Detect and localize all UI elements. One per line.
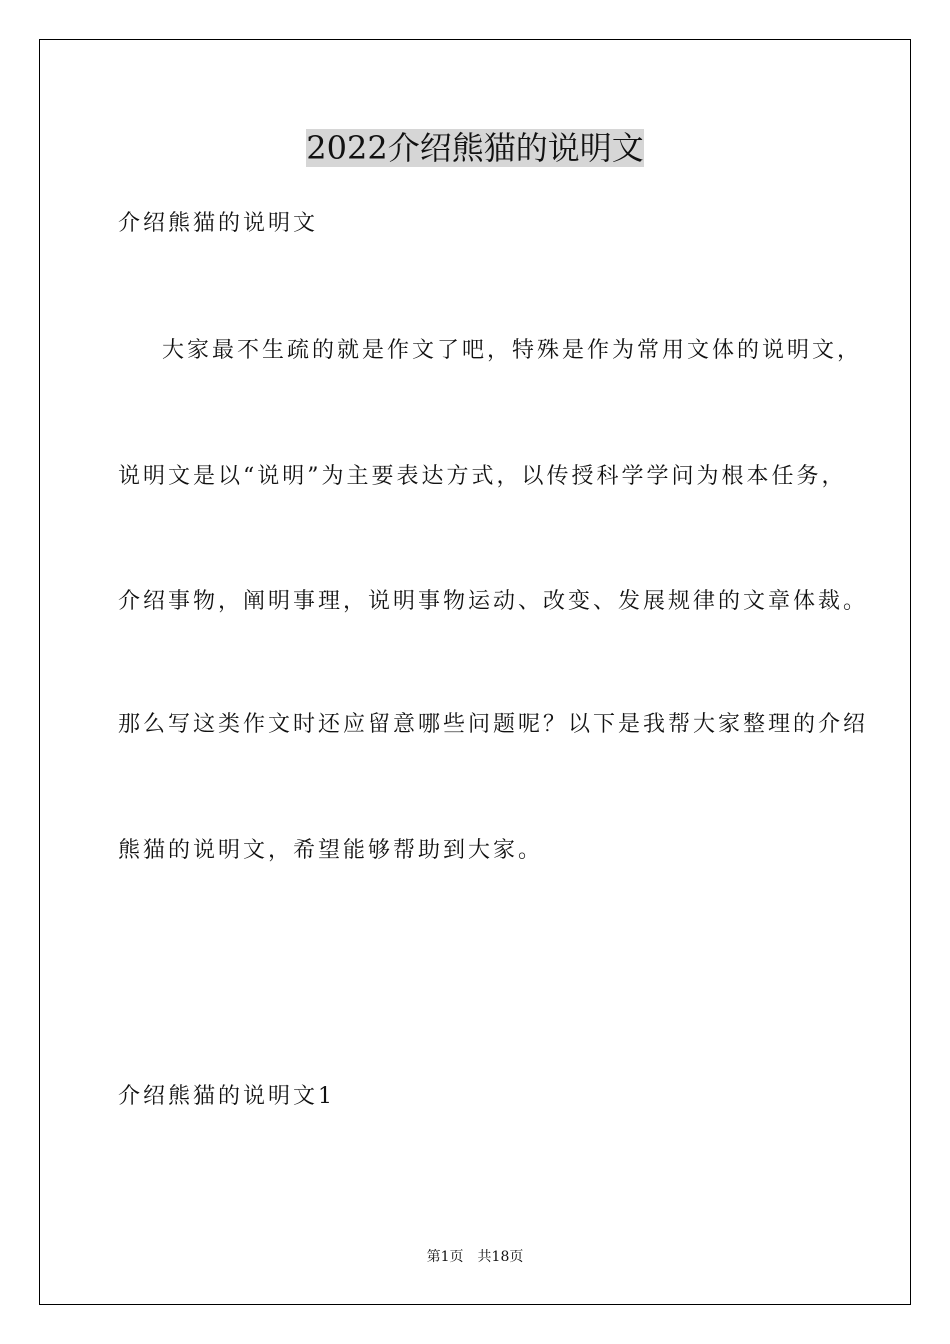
paragraph-line: 那么写这类作文时还应留意哪些问题呢？以下是我帮大家整理的介绍 [118, 712, 869, 737]
paragraph-line: 大家最不生疏的就是作文了吧，特殊是作为常用文体的说明文， [162, 338, 863, 363]
document-subtitle: 介绍熊猫的说明文 [118, 211, 319, 236]
page-footer: 第1页 共18页 [426, 1249, 524, 1265]
paragraph-line: 熊猫的说明文，希望能够帮助到大家。 [118, 838, 544, 863]
section-heading: 介绍熊猫的说明文1 [118, 1084, 335, 1109]
paragraph-line: 介绍事物，阐明事理，说明事物运动、改变、发展规律的文章体裁。 [118, 589, 869, 614]
document-title-text: 2022介绍熊猫的说明文 [306, 129, 644, 167]
document-title [0, 126, 950, 170]
paragraph-line: 说明文是以“说明”为主要表达方式，以传授科学学问为根本任务， [118, 464, 847, 489]
